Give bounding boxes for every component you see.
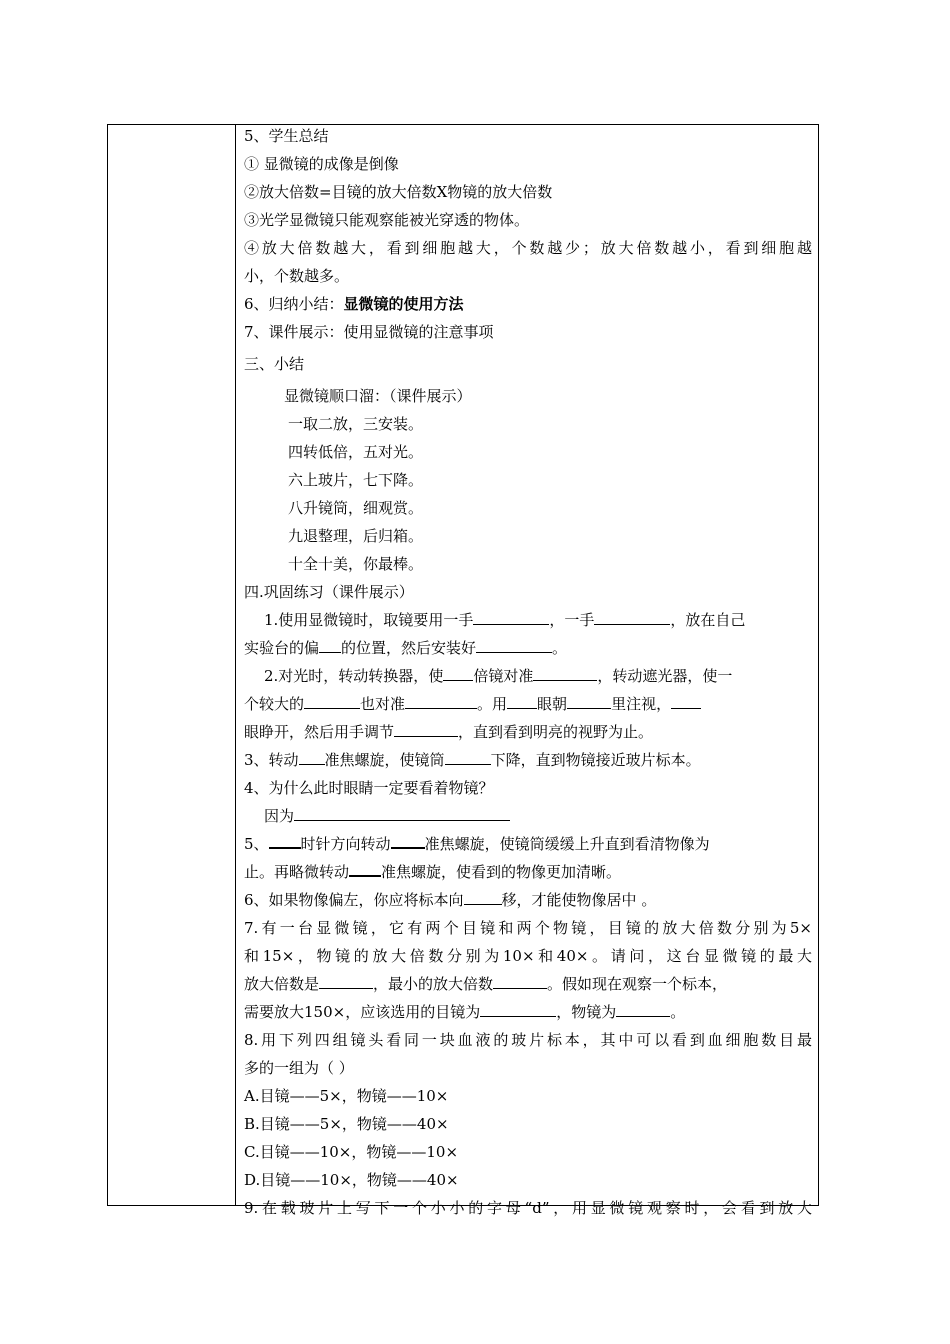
q1-blank-4 — [476, 636, 552, 653]
q6-blank — [464, 888, 502, 905]
q7-line4: 需要放大150×，应该选用的目镜为 ，物镜为 。 — [244, 998, 812, 1026]
rhyme-line-5: 九退整理，后归箱。 — [288, 527, 424, 545]
q8-line1: 8.用下列四组镜头看同一块血液的玻片标本，其中可以看到血细胞数目最 — [244, 1031, 812, 1049]
summary-point-1: ① 显微镜的成像是倒像 — [244, 155, 399, 173]
q4-line2: 因为 — [244, 802, 812, 830]
lesson-content — [244, 122, 812, 1222]
q2-blank-1 — [443, 664, 473, 681]
q2-blank-8 — [394, 720, 458, 737]
q7-blank-2 — [493, 972, 547, 989]
q5-line1: 5、 时针方向转动 准焦螺旋，使镜筒缓缓上升直到看清物像为 — [244, 830, 812, 858]
rhyme-line-1: 一取二放，三安装。 — [288, 415, 424, 433]
q8-option-d: D.目镜——10×，物镜——40× — [244, 1171, 459, 1189]
q7-line3: 放大倍数是 ，最小的放大倍数 。假如现在观察一个标本， — [244, 970, 812, 998]
q8-option-c: C.目镜——10×，物镜——10× — [244, 1143, 459, 1161]
q2-line2: 个较大的 也对准 。用 眼朝 里注视， — [244, 690, 812, 718]
q4-blank — [294, 804, 510, 821]
q8-option-b: B.目镜——5×，物镜——40× — [244, 1115, 449, 1133]
rhyme-line-3: 六上玻片，七下降。 — [288, 471, 424, 489]
section-4-heading: 四.巩固练习（课件展示） — [244, 583, 414, 601]
summary-point-2: ②放大倍数=目镜的放大倍数X物镜的放大倍数 — [244, 183, 553, 201]
q1-blank-1 — [473, 608, 549, 625]
q1-line2: 实验台的偏 的位置，然后安装好 。 — [244, 634, 812, 662]
summary-heading: 5、学生总结 — [244, 127, 329, 145]
q2-blank-6 — [567, 692, 611, 709]
q7-blank-3 — [480, 1000, 556, 1017]
q9-line1: 9.在载玻片上写下一个小小的字母“d”，用显微镜观察时，会看到放大 — [244, 1199, 812, 1217]
q7-line2: 和15×，物镜的放大倍数分别为10×和40×。请问，这台显微镜的最大 — [244, 947, 812, 965]
rhyme-title: 显微镜顺口溜：（课件展示） — [284, 387, 472, 405]
rhyme-line-6: 十全十美，你最棒。 — [288, 555, 424, 573]
q1-blank-3 — [319, 636, 341, 653]
q2-blank-3 — [304, 692, 360, 709]
q5-blank-2 — [391, 831, 425, 849]
q3-blank-1 — [299, 748, 325, 765]
q5-blank-1 — [269, 831, 301, 849]
step-6-label: 6、归纳小结： — [244, 295, 344, 313]
rhyme-line-2: 四转低倍，五对光。 — [288, 443, 424, 461]
q6: 6、如果物像偏左，你应将标本向 移，才能使物像居中 。 — [244, 886, 812, 914]
q8-option-a: A.目镜——5×，物镜——10× — [244, 1087, 449, 1105]
column-divider — [235, 124, 236, 1206]
q1-blank-2 — [594, 608, 670, 625]
q4-line1: 4、为什么此时眼睛一定要看着物镜？ — [244, 779, 494, 797]
step-6-bold-text: 显微镜的使用方法 — [343, 295, 464, 313]
summary-point-3: ③光学显微镜只能观察能被光穿透的物体。 — [244, 211, 530, 229]
q5-line2: 止。再略微转动 准焦螺旋，使看到的物像更加清晰。 — [244, 858, 812, 886]
q7-blank-1 — [319, 972, 373, 989]
q2-blank-2 — [533, 664, 597, 681]
q7-line1: 7.有一台显微镜，它有两个目镜和两个物镜，目镜的放大倍数分别为5× — [244, 919, 812, 937]
q2-blank-4 — [405, 692, 477, 709]
q1-line1: 1.使用显微镜时，取镜要用一手 ，一手 ，放在自己 — [244, 606, 812, 634]
step-6 — [244, 290, 812, 318]
q2-blank-7 — [671, 692, 701, 709]
q7-blank-4 — [616, 1000, 670, 1017]
section-3-heading: 三、小结 — [244, 355, 305, 373]
q3: 3、转动 准焦螺旋，使镜筒 下降，直到物镜接近玻片标本。 — [244, 746, 812, 774]
q3-blank-2 — [445, 748, 491, 765]
rhyme-line-4: 八升镜筒，细观赏。 — [288, 499, 424, 517]
q2-blank-5 — [507, 692, 537, 709]
q2-line3: 眼睁开，然后用手调节 ，直到看到明亮的视野为止。 — [244, 718, 812, 746]
q2-line1: 2.对光时，转动转换器，使 倍镜对准 ，转动遮光器，使一 — [244, 662, 812, 690]
summary-point-4-line1: ④放大倍数越大，看到细胞越大，个数越少；放大倍数越小，看到细胞越 — [244, 239, 812, 257]
q5-blank-3 — [349, 859, 381, 877]
q8-line2: 多的一组为（ ） — [244, 1059, 354, 1077]
step-7: 7、课件展示：使用显微镜的注意事项 — [244, 323, 494, 341]
summary-point-4-line2: 小，个数越多。 — [244, 267, 350, 285]
